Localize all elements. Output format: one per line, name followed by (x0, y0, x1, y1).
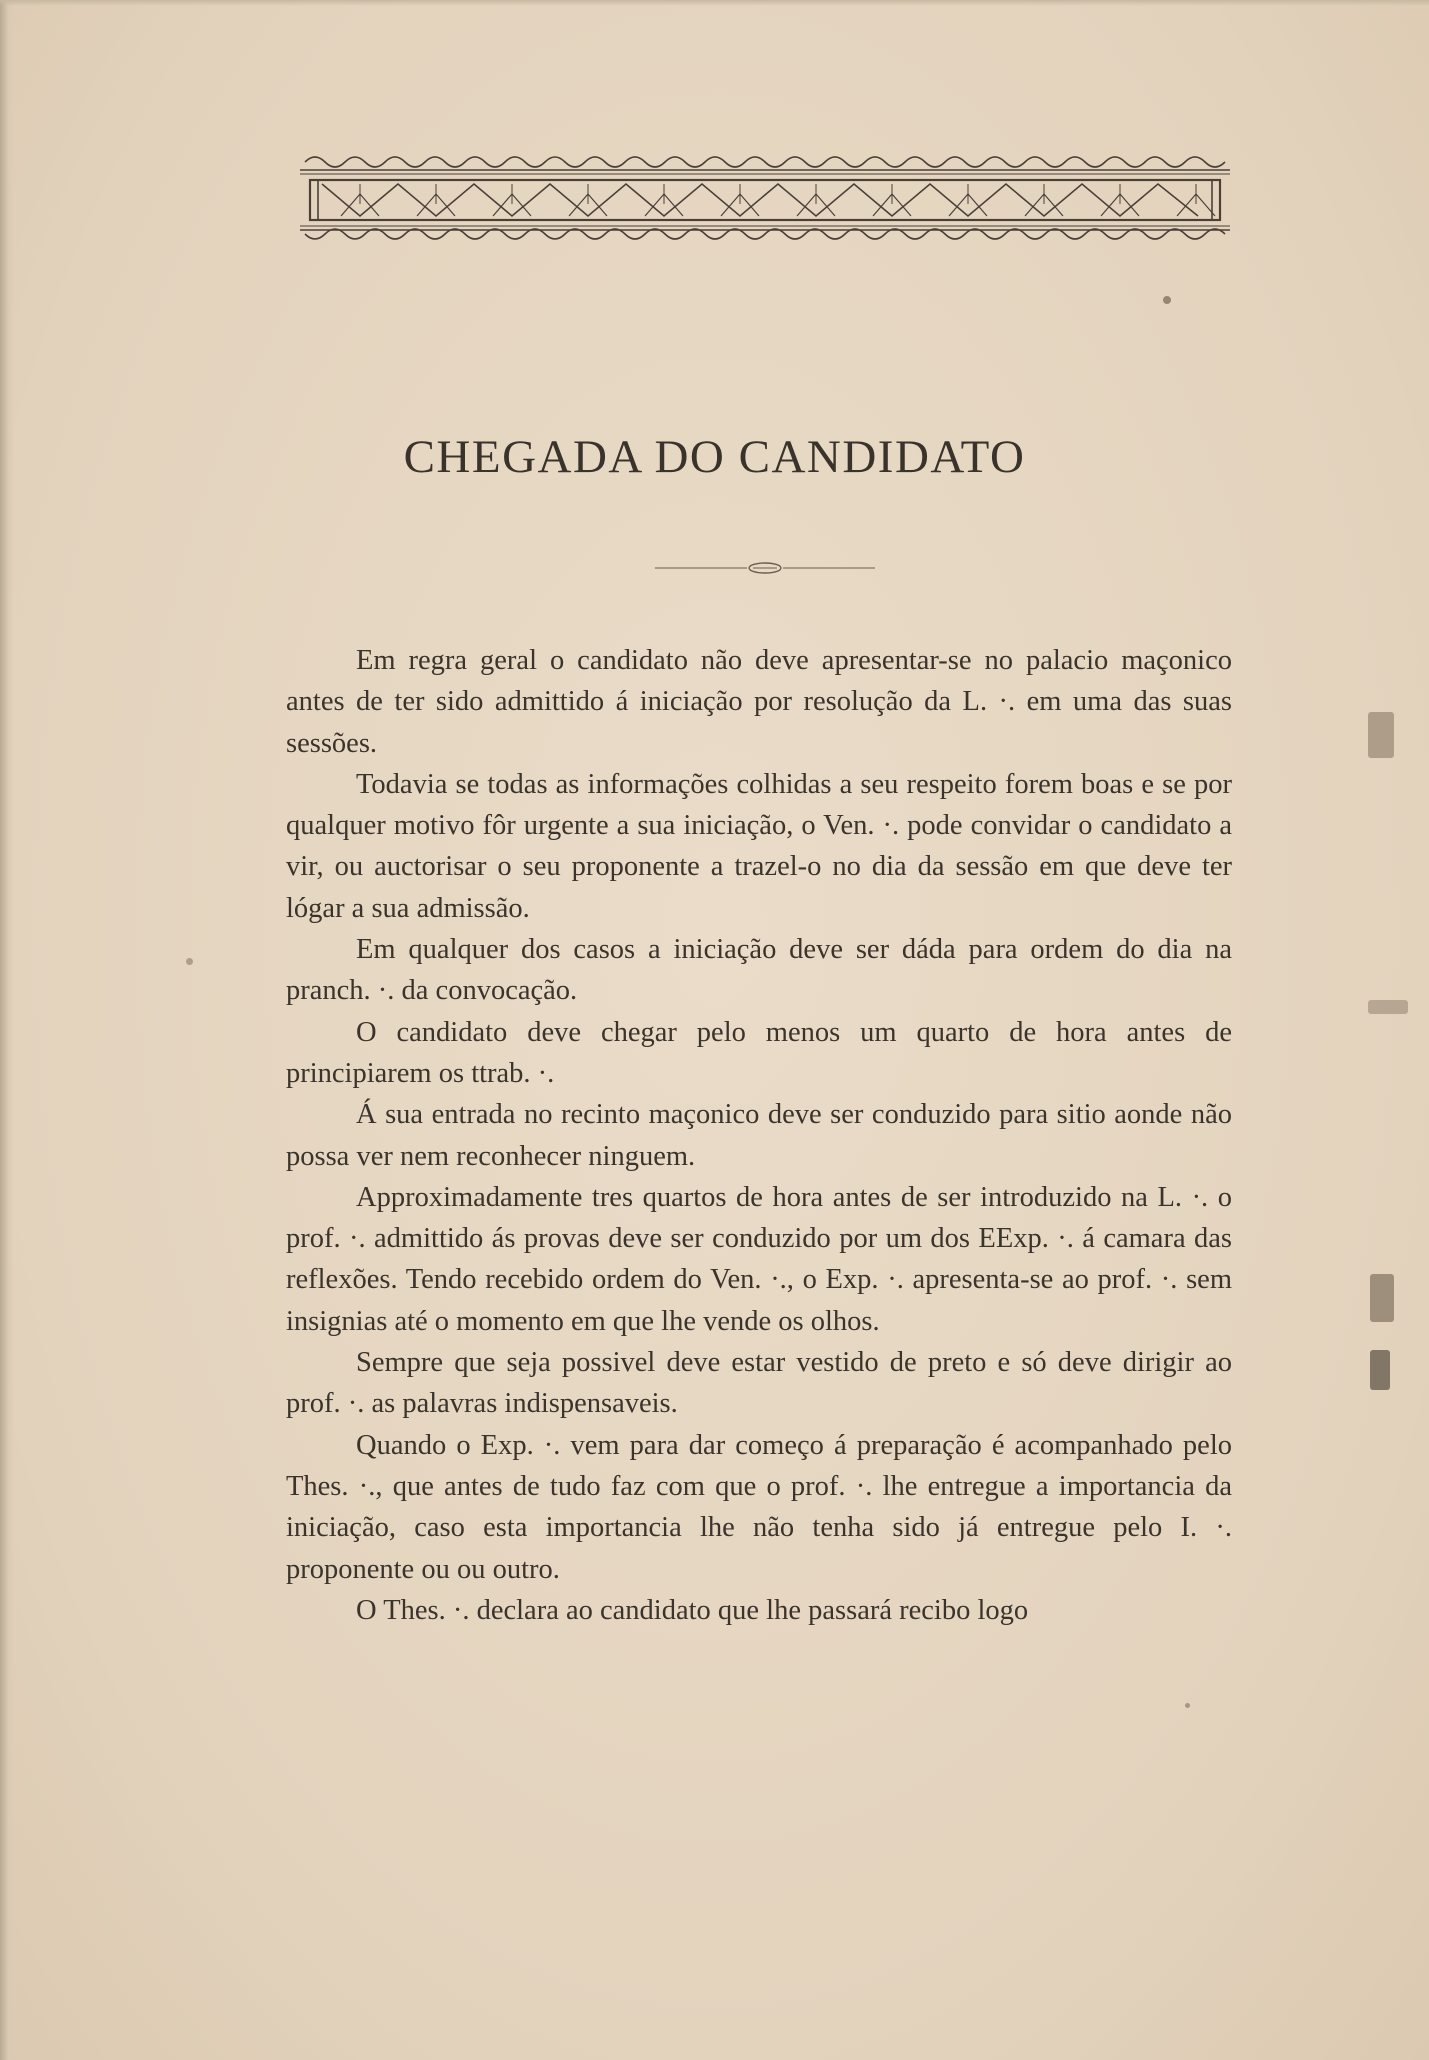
paragraph: O candidato deve chegar pelo menos um quarto de hora antes de principiarem os ttrab. ·. (286, 1016, 1232, 1089)
paragraph: Á sua entrada no recinto maçonico deve ser conduzido para sitio aonde não possa ver nem reconhecer ninguem. (286, 1099, 1232, 1172)
body-text (286, 640, 1232, 1631)
title-divider-ornament (655, 556, 875, 580)
ink-speck (1185, 1703, 1190, 1708)
page-tab-mark (1368, 712, 1394, 758)
paragraph: Em regra geral o candidato não deve apresentar-se no palacio maçonico antes de ter sido admittido á iniciação por resolução da L. ·. em uma das suas sessões. (286, 645, 1232, 759)
paragraph: Sempre que seja possivel deve estar vestido de preto e só deve dirigir ao prof. ·. as palavras indispensaveis. (286, 1347, 1232, 1420)
paragraph: Quando o Exp. ·. vem para dar começo á preparação é acompanhado pelo Thes. ·., que antes de tudo faz com que o prof. ·. lhe entregue a importancia da iniciação, caso esta importancia lhe não tenha sido já entregue pelo I. ·. proponente ou ou outro. (286, 1429, 1232, 1585)
paragraph: Todavia se todas as informações colhidas a seu respeito forem boas e se por qualquer motivo fôr urgente a sua iniciação, o Ven. ·. pode convidar o candidato a vir, ou auctorisar o seu proponente a trazel-o no dia da sessão em que deve ter lógar a sua admissão. (286, 768, 1232, 924)
page-tab-mark (1370, 1350, 1390, 1390)
page-tab-mark (1370, 1274, 1394, 1322)
paragraph: O Thes. ·. declara ao candidato que lhe passará recibo logo (356, 1594, 1029, 1626)
ink-speck (1163, 296, 1171, 304)
paragraph: Em qualquer dos casos a iniciação deve ser dáda para ordem do dia na pranch. ·. da convocação. (286, 934, 1232, 1007)
decorative-header-ornament (300, 148, 1230, 248)
ink-speck (186, 958, 193, 965)
page-tab-mark (1368, 1000, 1408, 1014)
paragraph: Approximadamente tres quartos de hora antes de ser introduzido na L. ·. o prof. ·. admittido ás provas deve ser conduzido por um dos EExp. ·. á camara das reflexões. Tendo recebido ordem do Ven. ·., o Exp. ·. apresenta-se ao prof. ·. sem insignias até o momento em que lhe vende os olhos. (286, 1181, 1232, 1337)
page-top-edge (0, 0, 1429, 6)
page-binding-edge (0, 0, 14, 2060)
chapter-title: CHEGADA DO CANDIDATO (403, 431, 1026, 483)
